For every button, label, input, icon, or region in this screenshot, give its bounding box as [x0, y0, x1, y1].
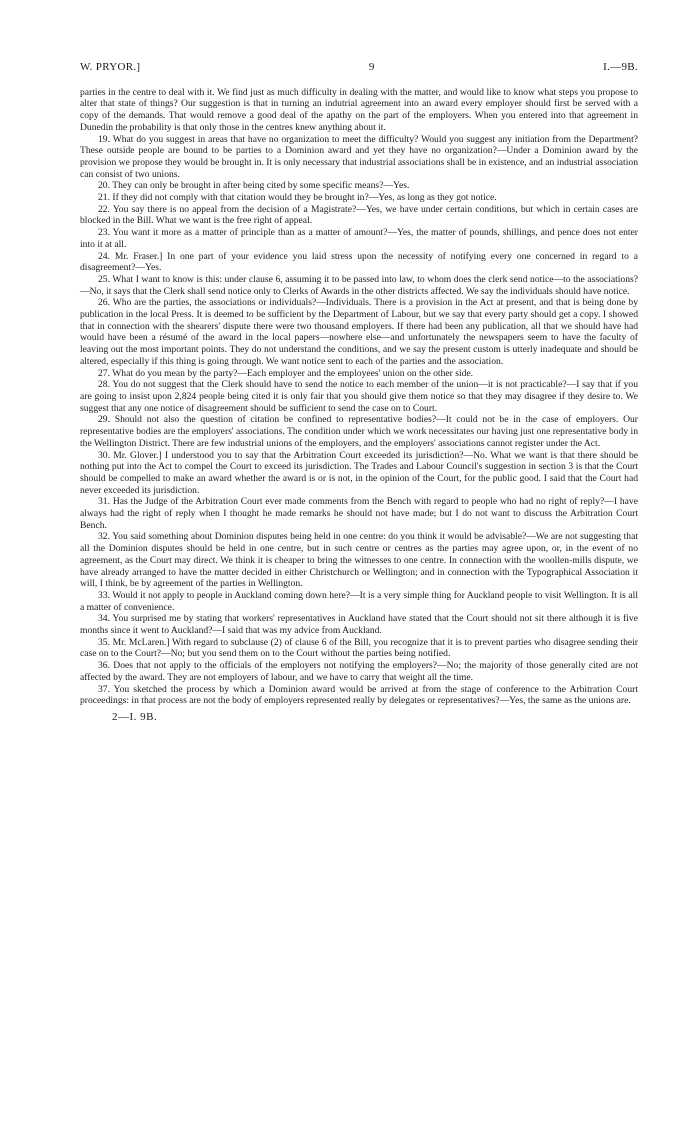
question-paragraph: 21. If they did not comply with that citation would they be brought in?—Yes, as long as they got notice.	[98, 192, 497, 204]
document-page	[80, 62, 638, 724]
paper-reference: I.—9B.	[603, 61, 638, 73]
question-paragraph: 37. You sketched the process by which a Dominion award would be arrived at from the stage of conference to the Arbitration Court proceedings: in that process are not the body of employers represented really by delegates or representatives?—Yes, the same as the unions are.	[80, 683, 638, 707]
page-number: 9	[368, 61, 375, 73]
question-paragraph: 24. Mr. Fraser.] In one part of your evidence you laid stress upon the necessity of notifying every one concerned in regard to a disagreement?—Yes.	[80, 250, 638, 274]
question-paragraph: 29. Should not also the question of citation be confined to representative bodies?—It could not be in the case of employers. Our representative bodies are the employers' associations. The condition under which we work necessitates our having just one representative body in the Wellington District. There are few industrial unions of the employers, and the employers' associations cannot register under the Act.	[80, 414, 638, 449]
page-header	[80, 62, 638, 74]
question-paragraph: 28. You do not suggest that the Clerk should have to send the notice to each member of the union—it is not practicable?—I say that if you are going to insist upon 2,824 people being cited it is only fair that you should give them notice so that they may disagree if they desire to. We suggest that any one notice of disagreement should be sufficient to send the case on to Court.	[80, 379, 638, 414]
header-witness: W. PRYOR.]	[80, 61, 141, 73]
question-paragraph: 32. You said something about Dominion disputes being held in one centre: do you think it would be advisable?—We are not suggesting that all the Dominion disputes should be held in one centre, but in such centre or centres as the parties may agree upon, or, in the event of no agreement, as the Court may direct. We think it is cheaper to bring the witnesses to one centre. In connection with the woollen-mills dispute, we have already arranged to have the matter decided in either Christchurch or Wellington; and in connection with the Typographical Association it will, I think, be by agreement of the parties in Wellington.	[80, 531, 638, 590]
page-footer: 2—I. 9B.	[112, 710, 158, 723]
question-paragraph: 27. What do you mean by the party?—Each employer and the employees' union on the other side.	[98, 367, 474, 379]
question-paragraph: 35. Mr. McLaren.] With regard to subclause (2) of clause 6 of the Bill, you recognize that it is to prevent parties who disagree sending their case on to the Court?—No; but you send them on to the Court without the parties being notified.	[80, 636, 638, 660]
question-paragraph: 33. Would it not apply to people in Auckland coming down here?—It is a very simple thing for Auckland people to visit Wellington. It is all a matter of convenience.	[80, 589, 638, 613]
question-paragraph: 22. You say there is no appeal from the decision of a Magistrate?—Yes, we have under certain conditions, but which in certain cases are blocked in the Bill. What we want is the free right of appeal.	[80, 203, 638, 227]
question-paragraph: 31. Has the Judge of the Arbitration Court ever made comments from the Bench with regard to people who had no right of reply?—I have always had the right of reply when I thought he made remarks he should not have made; but I do not want to discuss the Arbitration Court Bench.	[80, 496, 638, 531]
question-paragraph: 20. They can only be brought in after being cited by some specific means?—Yes.	[98, 180, 410, 192]
question-paragraph: 30. Mr. Glover.] I understood you to say that the Arbitration Court exceeded its jurisdiction?—No. What we want is that there should be nothing put into the Act to compel the Court to exceed its jurisdiction. The Trades and Labour Council's suggestion in section 3 is that the Court should be compelled to make an award whether the award is or is not, in the opinion of the Court, for the public good. I said that the Court had never exceeded its jurisdiction.	[80, 449, 638, 496]
question-paragraph: 25. What I want to know is this: under clause 6, assuming it to be passed into law, to whom does the clerk send notice—to the associations?—No, it says that the Clerk shall send notice only to Clerks of Awards in the other districts affected. We say the individuals should have notice.	[80, 273, 638, 297]
question-paragraph: parties in the centre to deal with it. We find just as much difficulty in dealing with the matter, and would like to know what steps you propose to alter that state of things? Our suggestion is that in turning an indutrial agreement into an award every employer should first be served with a copy of the demands. That would remove a good deal of the apathy on the part of the employers. When you entered into that agreement in Dunedin the probability is that only those in the centres knew anything about it.	[80, 86, 638, 133]
question-paragraph: 23. You want it more as a matter of principle than as a matter of amount?—Yes, the matter of pounds, shillings, and pence does not enter into it at all.	[80, 227, 638, 250]
question-paragraph: 34. You surprised me by stating that workers' representatives in Auckland have stated that the Court should not sit there although it is five months since it went to Auckland?—I said that was my advice from Auckland.	[80, 613, 638, 637]
question-paragraph: 26. Who are the parties, the associations or individuals?—Individuals. There is a provision in the Act at present, and that is being done by publication in the local Press. It is deemed to be sufficient by the Department of Labour, but we say that every party should get a copy. I showed that in connection with the shearers' dispute there were two thousand employers. If there had been any publication, all that we should have had would have been a résumé of the award in the local papers—nowhere else—and unfortunately the newspapers seem to have the faculty of leaving out the most important points. They do not understand the conditions, and we say the present custom is utterly inadequate and should be altered, especially if this thing is going through. We want notice sent to each of the parties and the association.	[80, 297, 638, 367]
body-text	[80, 87, 638, 707]
question-paragraph: 36. Does that not apply to the officials of the employers not notifying the employers?—No; the majority of those generally cited are not affected by the award. They are not employers of labour, and we have to carry that weight all the time.	[80, 660, 638, 683]
question-paragraph: 19. What do you suggest in areas that have no organization to meet the difficulty? Would you suggest any initiation from the Department? These outside people are bound to be parties to a Dominion award and yet they have no organization?—Under a Dominion award by the provision we propose they would be brought in. It is only necessary that industrial associations shall be in existence, and an industrial association can consist of two unions.	[80, 133, 638, 180]
